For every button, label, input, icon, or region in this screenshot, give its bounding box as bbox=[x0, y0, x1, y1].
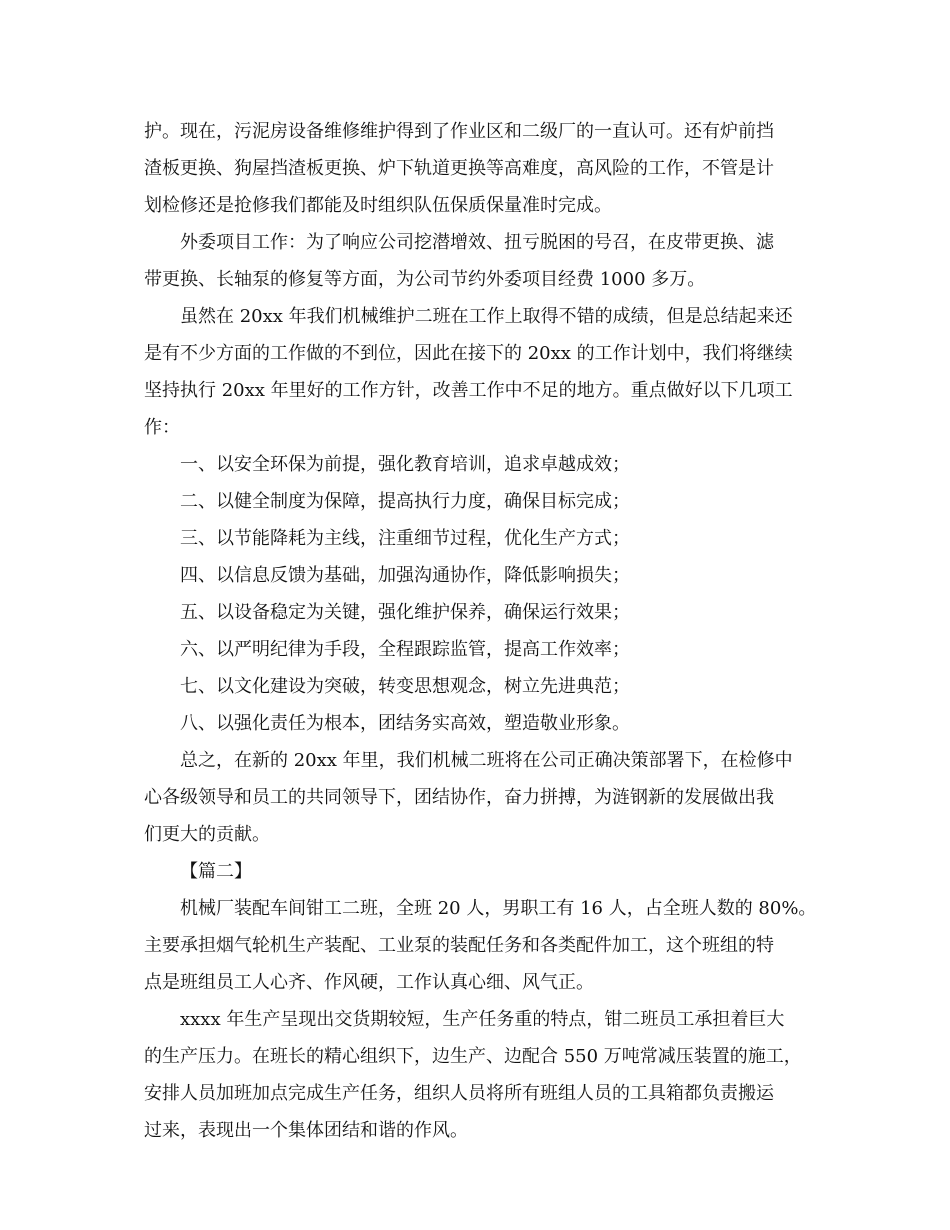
list-item: 八、以强化责任为根本，团结务实高效，塑造敬业形象。 bbox=[180, 713, 630, 734]
paragraph-first-line: 机械厂装配车间钳工二班，全班 20 人，男职工有 16 人，占全班人数的 80%。 bbox=[180, 898, 817, 919]
text-line: 主要承担烟气轮机生产装配、工业泵的装配任务和各类配件加工，这个班组的特 bbox=[144, 935, 774, 956]
section-heading: 【篇二】 bbox=[180, 861, 252, 882]
text-line: 过来，表现出一个集体团结和谐的作风。 bbox=[144, 1120, 468, 1141]
text-line: 坚持执行 20xx 年里好的工作方针，改善工作中不足的地方。重点做好以下几项工 bbox=[144, 380, 793, 401]
list-item: 七、以文化建设为突破，转变思想观念，树立先进典范； bbox=[180, 676, 630, 697]
text-line: 渣板更换、狗屋挡渣板更换、炉下轨道更换等高难度，高风险的工作，不管是计 bbox=[144, 158, 774, 179]
paragraph-first-line: 虽然在 20xx 年我们机械维护二班在工作上取得不错的成绩，但是总结起来还 bbox=[180, 306, 793, 327]
paragraph-first-line: 总之，在新的 20xx 年里，我们机械二班将在公司正确决策部署下，在检修中 bbox=[180, 750, 793, 771]
text-line: 护。现在，污泥房设备维修维护得到了作业区和二级厂的一直认可。还有炉前挡 bbox=[144, 121, 774, 142]
paragraph-first-line: xxxx 年生产呈现出交货期较短，生产任务重的特点，钳二班员工承担着巨大 bbox=[180, 1009, 785, 1030]
list-item: 三、以节能降耗为主线，注重细节过程，优化生产方式； bbox=[180, 528, 630, 549]
text-line: 划检修还是抢修我们都能及时组织队伍保质保量准时完成。 bbox=[144, 195, 612, 216]
list-item: 二、以健全制度为保障，提高执行力度，确保目标完成； bbox=[180, 491, 630, 512]
text-line: 点是班组员工人心齐、作风硬，工作认真心细、风气正。 bbox=[144, 972, 594, 993]
text-line: 们更大的贡献。 bbox=[144, 824, 270, 845]
paragraph-first-line: 外委项目工作：为了响应公司挖潜增效、扭亏脱困的号召，在皮带更换、滤 bbox=[180, 232, 774, 253]
text-line: 作： bbox=[144, 417, 180, 438]
list-item: 五、以设备稳定为关键，强化维护保养，确保运行效果； bbox=[180, 602, 630, 623]
list-item: 六、以严明纪律为手段，全程跟踪监管，提高工作效率； bbox=[180, 639, 630, 660]
list-item: 一、以安全环保为前提，强化教育培训，追求卓越成效； bbox=[180, 454, 630, 475]
list-item: 四、以信息反馈为基础，加强沟通协作，降低影响损失； bbox=[180, 565, 630, 586]
text-line: 心各级领导和员工的共同领导下，团结协作，奋力拼搏，为涟钢新的发展做出我 bbox=[144, 787, 774, 808]
text-line: 带更换、长轴泵的修复等方面，为公司节约外委项目经费 1000 多万。 bbox=[144, 269, 706, 290]
text-line: 的生产压力。在班长的精心组织下，边生产、边配合 550 万吨常减压装置的施工， bbox=[144, 1046, 802, 1067]
text-line: 安排人员加班加点完成生产任务，组织人员将所有班组人员的工具箱都负责搬运 bbox=[144, 1083, 774, 1104]
text-line: 是有不少方面的工作做的不到位，因此在接下的 20xx 的工作计划中，我们将继续 bbox=[144, 343, 793, 364]
